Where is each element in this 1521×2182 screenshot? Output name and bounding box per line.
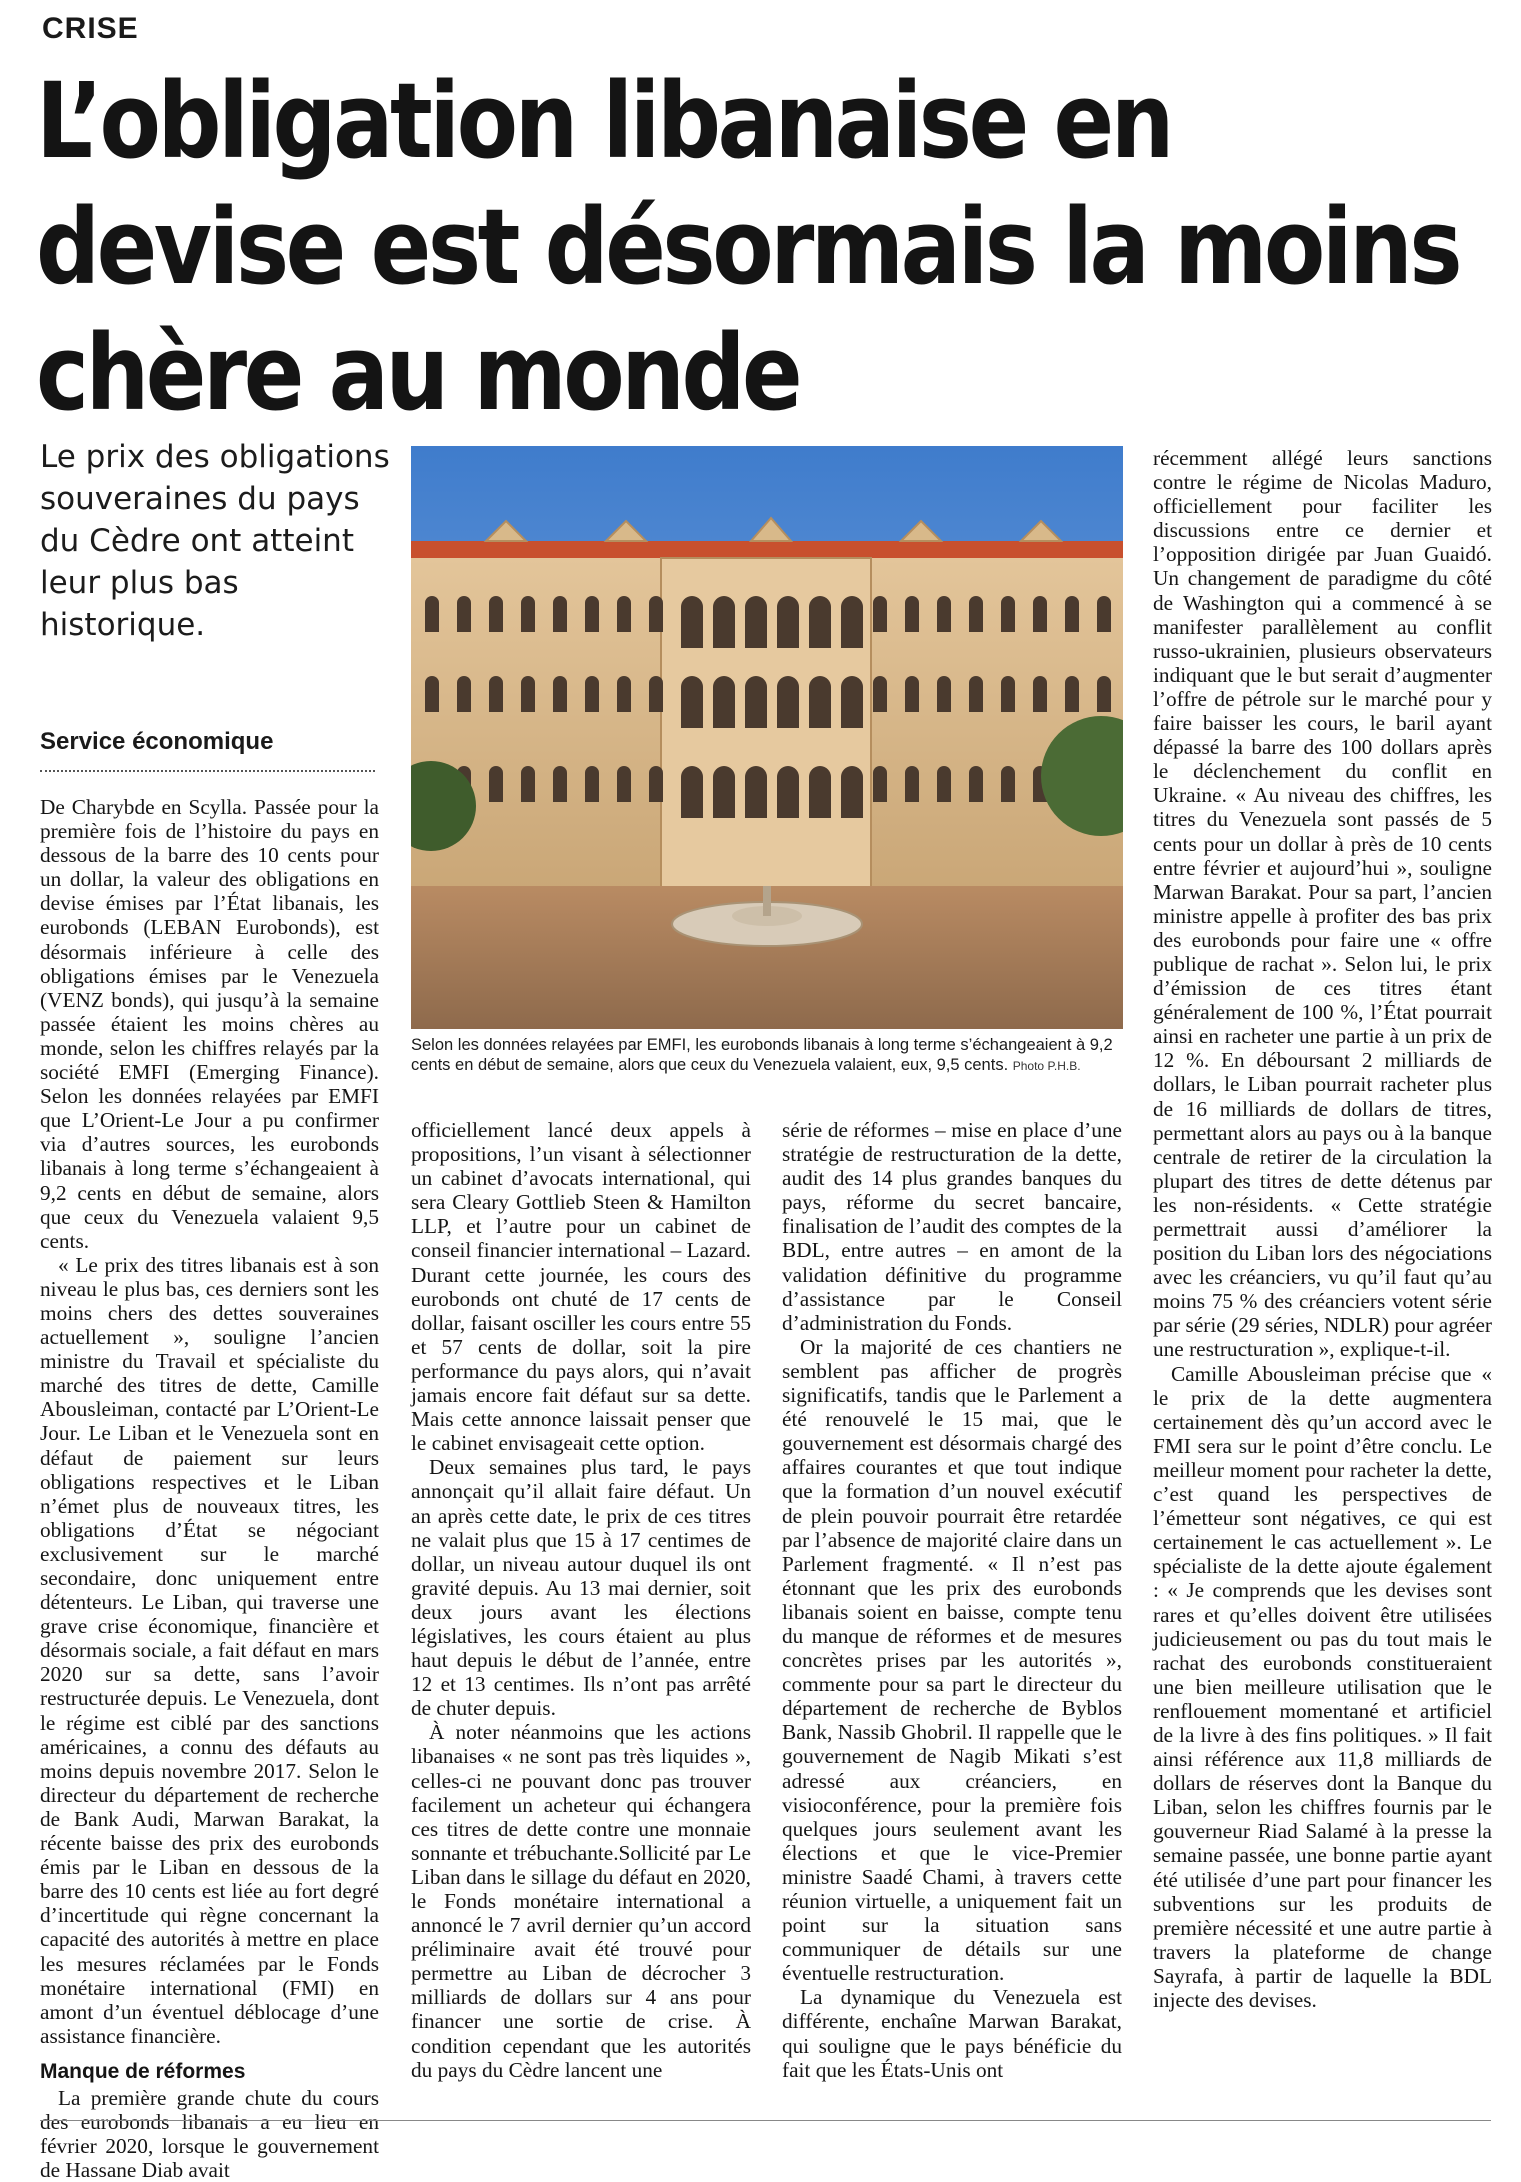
window-shape [905, 766, 919, 802]
paragraph: De Charybde en Scylla. Passée pour la première fois de l’histoire du pays en dessous de la barre des 10 cents pour un dollar, la valeur des obligations en devise émises par l’État libanais, les eurobonds (LEBAN Eurobonds), est désormais inférieure à celle des obligations émises par le Venezuela (VENZ bonds), qui jusqu’à la semaine passée étaient les moins chères au monde, selon les chiffres relayés par la société EMFI (Emerging Finance). Selon les données relayées par EMFI que L’Orient-Le Jour a pu confirmer via d’autres sources, les eurobonds libanais à long terme s’échangeaient à 9,2 cents en début de semaine, alors que ceux du Venezuela valaient 9,5 cents. [40, 795, 379, 1253]
window-shape [969, 596, 983, 632]
photo-caption [411, 1035, 1123, 1076]
window-shape [489, 766, 503, 802]
window-shape [425, 596, 439, 632]
window-shape [521, 676, 535, 712]
window-shape [521, 766, 535, 802]
window-shape [1033, 596, 1047, 632]
paragraph: Deux semaines plus tard, le pays annonçait qu’il allait faire défaut. Un an après cette date, le prix de ces titres ne valait plus que 15 à 17 centimes de dollar, un niveau autour duquel ils ont gravité depuis. Au 13 mai dernier, soit deux jours avant les élections législatives, les cours étaient au plus haut depuis le début de l’année, entre 12 et 13 centimes. Ils n’ont pas arrêté de chuter depuis. [411, 1455, 751, 1721]
window-shape [1001, 766, 1015, 802]
window-shape [489, 596, 503, 632]
window-shape [585, 596, 599, 632]
window-shape [649, 766, 663, 802]
window-shape [777, 676, 799, 728]
window-shape [841, 766, 863, 818]
subheading: Manque de réformes [40, 2059, 246, 2083]
paragraph: Or la majorité de ces chantiers ne semblent pas afficher de progrès significatifs, tandis que le Parlement a été renouvelé le 15 mai, que le gouvernement est désormais chargé des affaires courantes et que tout indique que la formation d’un nouvel exécutif de plein pouvoir pourrait être retardée par l’absence de majorité claire dans un Parlement fragmenté. « Il n’est pas étonnant que les prix des eurobonds libanais soient en baisse, compte tenu du manque de réformes et de mesures concrètes prises par les autorités », commente pour sa part le directeur du département de recherche de Byblos Bank, Nassib Ghobril. Il rappelle que le gouvernement de Nagib Mikati s’est adressé aux créanciers, en visioconférence, pour la première fois quelques jours seulement avant les élections et que le vice-Premier ministre Saadé Chami, à travers cette réunion virtuelle, a uniquement fait un point sur la situation sans communiquer de détails sur une éventuelle restructuration. [782, 1334, 1122, 1986]
window-shape [777, 596, 799, 648]
paragraph: série de réformes – mise en place d’une stratégie de restructuration de la dette, audit des 14 plus grandes banques du pays, réforme du secret bancaire, finalisation de l’audit des comptes de la BDL, entre autres – en amont de la validation définitive du programme d’assistance par le Conseil d’administration du Fonds. [782, 1118, 1122, 1335]
window-shape [553, 676, 567, 712]
window-shape [713, 596, 735, 648]
window-shape [617, 596, 631, 632]
article-standfirst: Le prix des obligations souveraines du pays du Cèdre ont atteint leur plus bas historique. [40, 439, 390, 643]
window-shape [1001, 676, 1015, 712]
paragraph: récemment allégé leurs sanctions contre le régime de Nicolas Maduro, officiellement pour faciliter les discussions entre ce dernier et l’opposition dirigée par Juan Guaidó. Un changement de paradigme du côté de Washington qui a commencé à se manifester parallèlement au conflit russo-ukrainien, plusieurs observateurs indiquant que le but serait d’augmenter l’offre de pétrole sur le marché pour y faire baisser les cours, le baril ayant dépassé la barre des 100 dollars après le déclenchement du conflit en Ukraine. « Au niveau des chiffres, les titres du Venezuela sont passés de 5 cents pour un dollar à près de 10 cents entre février et aujourd’hui », souligne Marwan Barakat. Pour sa part, l’ancien ministre appelle à profiter des bas prix des eurobonds pour faire une « offre publique de rachat ». Selon lui, le prix d’émission de ces titres étant généralement de 100 %, l’État pourrait ainsi en racheter une partie à un prix de 12 %. En déboursant 2 milliards de dollars, le Liban pourrait racheter plus de 16 milliards de dollars de titres, permettant alors au pays ou à la banque centrale de retirer de la circulation la plupart des titres de dette détenus par les non-résidents. « Cette stratégie permettrait aussi d’améliorer la position du Liban lors des négociations avec les créanciers, vu qu’il faut qu’au moins 75 % des créanciers votent série par série (29 séries, NDLR) pour agréer une restructuration », explique-t-il. [1153, 446, 1492, 1362]
window-shape [841, 676, 863, 728]
window-shape [969, 676, 983, 712]
article-column-3 [782, 1118, 1122, 2082]
article-column-4 [1153, 446, 1492, 2012]
window-shape [1065, 676, 1079, 712]
window-shape [1001, 596, 1015, 632]
window-shape [457, 676, 471, 712]
window-shape [809, 766, 831, 818]
page-bottom-rule [40, 2120, 1491, 2121]
window-shape [457, 596, 471, 632]
window-shape [425, 676, 439, 712]
window-shape [809, 676, 831, 728]
paragraph: « Le prix des titres libanais est à son niveau le plus bas, ces derniers sont les moins chers des dettes souveraines actuellement », souligne l’ancien ministre du Travail et spécialiste du marché des titres de dette, Camille Abousleiman, contacté par L’Orient-Le Jour. Le Liban et le Venezuela sont en défaut de paiement sur leurs obligations respectives et le Liban n’émet plus de nouveaux titres, les obligations d’État se négociant exclusivement sur le marché secondaire, donc uniquement entre détenteurs. Le Liban, qui traverse une grave crise économique, financière et désormais sociale, a fait défaut en mars 2020 sur sa dette, sans l’avoir restructurée depuis. Le Venezuela, dont le régime est ciblé par des sanctions américaines, a connu des défauts au moins depuis novembre 2017. Selon le directeur du département de recherche de Bank Audi, Marwan Barakat, la récente baisse des prix des eurobonds émis par le Liban en dessous de la barre des 10 cents est liée au fort degré d’incertitude qui règne concernant la capacité des autorités à mettre en place les mesures réclamées par le Fonds monétaire international (FMI) en amont d’un éventuel déblocage d’une assistance financière. [40, 1252, 379, 2048]
window-shape [841, 596, 863, 648]
headline-line-3: chère au monde [36, 312, 800, 434]
window-shape [905, 596, 919, 632]
window-shape [649, 596, 663, 632]
window-shape [617, 766, 631, 802]
paragraph: À noter néanmoins que les actions libanaises « ne sont pas très liquides », celles-ci ne pouvant donc pas trouver facilement un acheteur qui échangera ces titres de dette contre une monnaie sonnante et trébuchante.Sollicité par Le Liban dans le sillage du défaut en 2020, le Fonds monétaire international a annoncé le 7 avril dernier qu’un accord préliminaire avait été trouvé pour permettre au Liban de décrocher 3 milliards de dollars sur 4 ans pour financer une sortie de crise. À condition cependant que les autorités du pays du Cèdre lancent une [411, 1720, 751, 2082]
window-shape [585, 676, 599, 712]
window-shape [937, 676, 951, 712]
paragraph: La première grande chute du cours des eurobonds libanais a eu lieu en février 2020, lorsque le gouvernement de Hassane Diab avait [40, 2085, 379, 2182]
section-kicker: CRISE [42, 12, 139, 45]
window-shape [745, 766, 767, 818]
article-byline: Service économique [40, 728, 375, 772]
window-shape [1065, 596, 1079, 632]
headline-line-2: devise est désormais la moins [36, 186, 1460, 308]
article-headline [36, 58, 1460, 436]
photo-credit: Photo P.H.B. [1012, 1059, 1081, 1073]
headline-line-1: L’obligation libanaise en [36, 60, 1171, 182]
window-shape [681, 596, 703, 648]
window-shape [809, 596, 831, 648]
window-shape [713, 676, 735, 728]
caption-text: Selon les données relayées par EMFI, les eurobonds libanais à long terme s’échangeaient à 9,2 cents en début de semaine, alors que ceux du Venezuela valaient, eux, 9,5 cents. [411, 1036, 1113, 1074]
article-column-2 [411, 1118, 751, 2082]
article-column-1 [40, 795, 379, 2182]
window-shape [937, 766, 951, 802]
window-shape [521, 596, 535, 632]
window-shape [585, 766, 599, 802]
window-shape [713, 766, 735, 818]
window-shape [649, 676, 663, 712]
window-shape [681, 766, 703, 818]
window-shape [681, 676, 703, 728]
window-shape [873, 596, 887, 632]
window-shape [969, 766, 983, 802]
paragraph: Camille Abousleiman précise que « le prix de la dette augmentera certainement dès qu’un accord avec le FMI sera sur le point d’être conclu. Le meilleur moment pour racheter la dette, c’est quand les perspectives de l’émetteur sont négatives, ce qui est certainement le cas actuellement ». Le spécialiste de la dette ajoute également : « Je comprends que les devises sont rares et qu’elles doivent être utilisées judicieusement ou pas du tout mais le rachat des eurobonds constitueraient une bien meilleure utilisation que le renflouement momentané et artificiel de la livre à des fins politiques. » Il fait ainsi référence aux 11,8 milliards de dollars de réserves dont la Banque du Liban, selon les chiffres fournis par le gouverneur Riad Salamé à la presse la semaine passée, une bonne partie ayant été utilisée d’une part pour financer les subventions sur les produits de première nécessité et une autre partie à travers la plateforme de change Sayrafa, à partir de laquelle la BDL injecte des devises. [1153, 1361, 1492, 2012]
article-photo [411, 446, 1123, 1029]
window-shape [1097, 596, 1111, 632]
window-shape [617, 676, 631, 712]
window-shape [745, 676, 767, 728]
window-shape [745, 596, 767, 648]
paragraph: officiellement lancé deux appels à propositions, l’un visant à sélectionner un cabinet d’avocats international, qui sera Cleary Gottlieb Steen & Hamilton LLP, et l’autre pour un cabinet de conseil financier international – Lazard. Durant cette journée, les cours des eurobonds ont chuté de 17 cents de dollar, faisant osciller les cours entre 55 et 57 cents de dollar, soit la pire performance du pays alors, qui n’avait jamais encore fait défaut sur sa dette. Mais cette annonce laissait penser que le cabinet envisageait cette option. [411, 1118, 752, 1456]
window-shape [489, 676, 503, 712]
window-shape [553, 596, 567, 632]
window-shape [553, 766, 567, 802]
window-shape [1033, 676, 1047, 712]
window-shape [1097, 676, 1111, 712]
paragraph: La dynamique du Venezuela est différente, enchaîne Marwan Barakat, qui souligne que le pays bénéficie du fait que les États-Unis ont [782, 1985, 1122, 2082]
window-shape [777, 766, 799, 818]
window-shape [873, 676, 887, 712]
palace-illustration [411, 446, 1123, 1029]
window-shape [937, 596, 951, 632]
window-shape [905, 676, 919, 712]
window-shape [873, 766, 887, 802]
